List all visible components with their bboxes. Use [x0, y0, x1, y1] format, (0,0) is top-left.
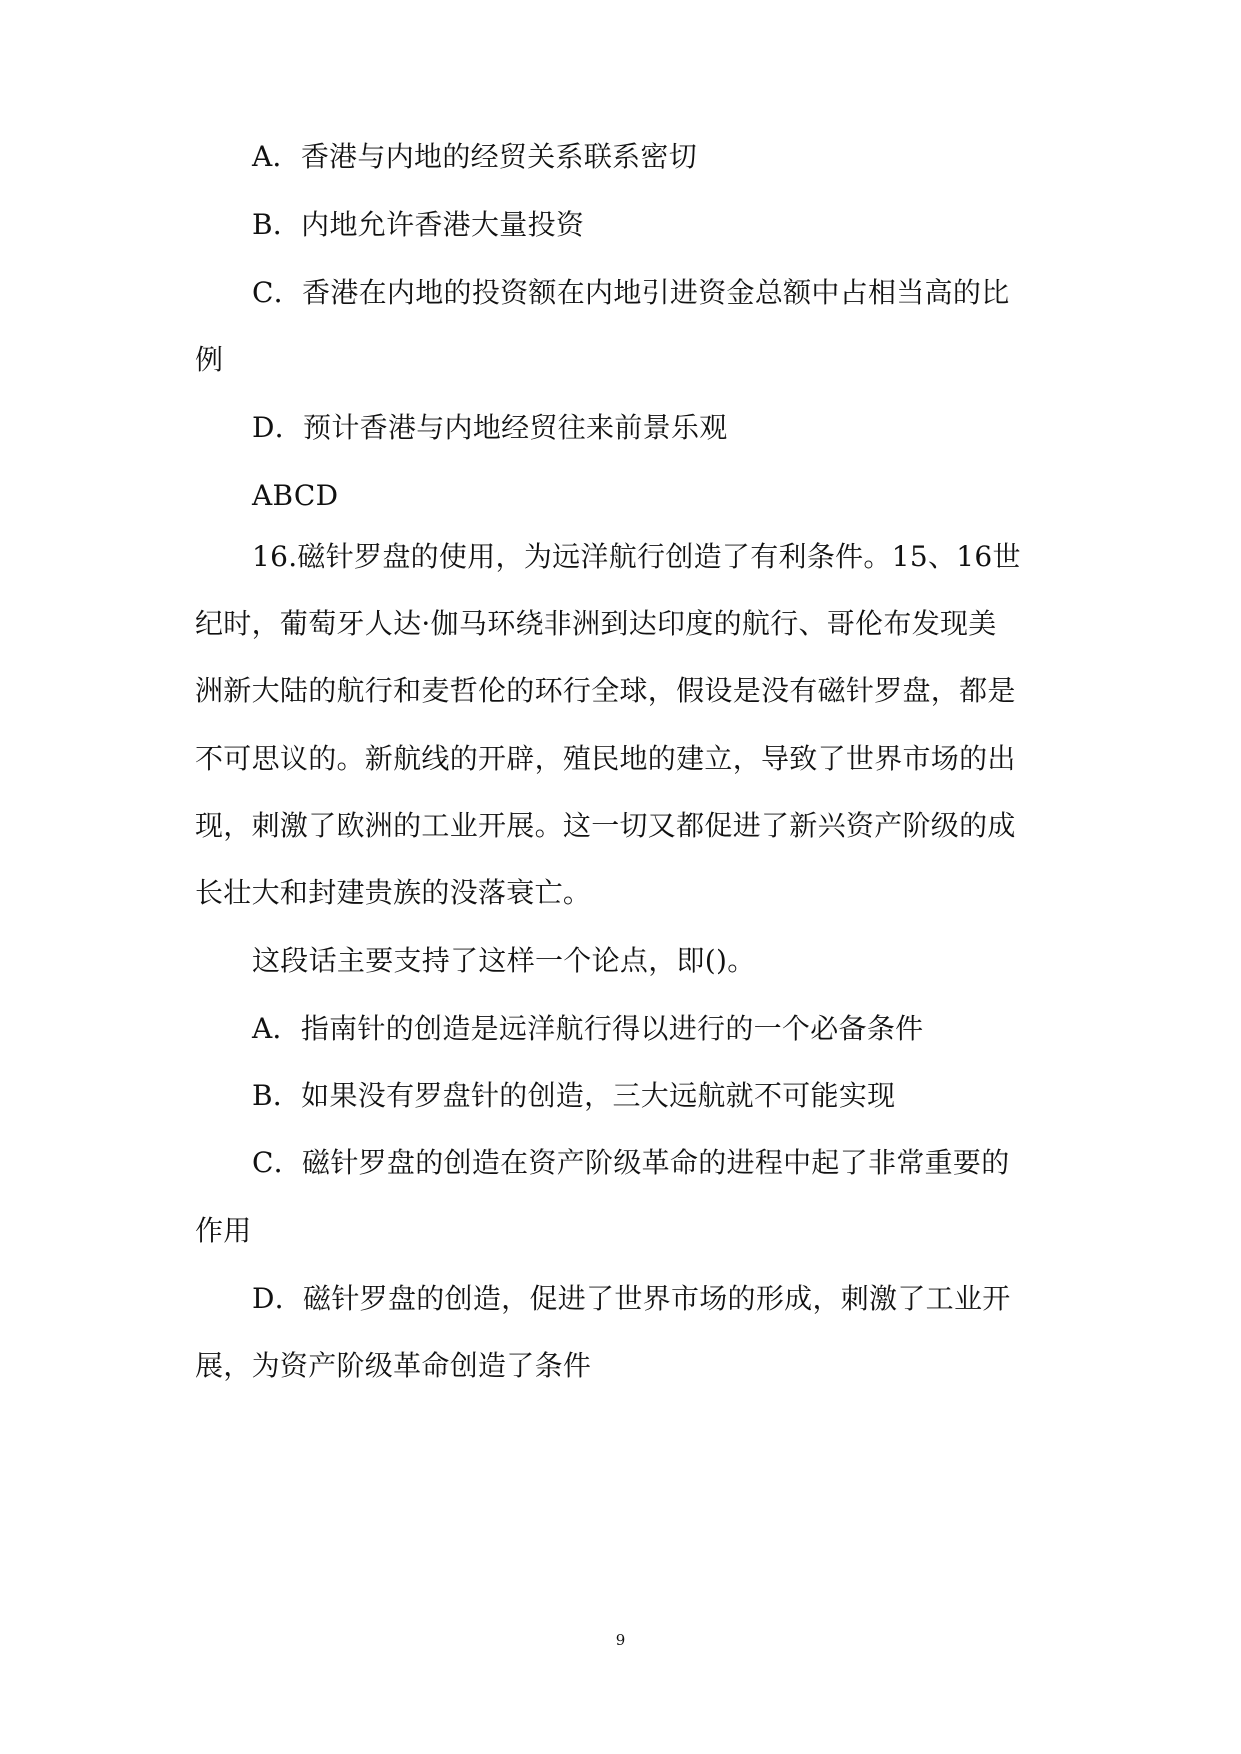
q15-option-c-line2: 例	[195, 343, 224, 376]
q16-question: 这段话主要支持了这样一个论点，即()。	[252, 944, 756, 977]
q16-option-d-line1: D．磁针罗盘的创造，促进了世界市场的形成，刺激了工业开	[252, 1282, 1011, 1315]
q15-option-b: B．内地允许香港大量投资	[252, 208, 585, 241]
q16-option-c-line2: 作用	[195, 1214, 252, 1247]
q15-option-d: D．预计香港与内地经贸往来前景乐观	[252, 411, 728, 444]
q16-stem-line3: 洲新大陆的航行和麦哲伦的环行全球，假设是没有磁针罗盘，都是	[195, 674, 1016, 707]
q15-answer: ABCD	[252, 479, 339, 512]
page-number: 9	[615, 1631, 626, 1649]
q16-stem-line5: 现，刺激了欧洲的工业开展。这一切又都促进了新兴资产阶级的成	[195, 809, 1016, 842]
q16-stem-line4: 不可思议的。新航线的开辟，殖民地的建立，导致了世界市场的出	[195, 742, 1016, 775]
q16-option-d-line2: 展，为资产阶级革命创造了条件	[195, 1349, 592, 1382]
q16-option-a: A．指南针的创造是远洋航行得以进行的一个必备条件	[252, 1012, 924, 1045]
q15-option-a: A．香港与内地的经贸关系联系密切	[252, 140, 698, 173]
q16-option-c-line1: C．磁针罗盘的创造在资产阶级革命的进程中起了非常重要的	[252, 1146, 1010, 1179]
q16-stem-line6: 长壮大和封建贵族的没落衰亡。	[195, 876, 592, 909]
q16-option-b: B．如果没有罗盘针的创造，三大远航就不可能实现	[252, 1079, 896, 1112]
q16-stem-line1: 16.磁针罗盘的使用，为远洋航行创造了有利条件。15、16世	[252, 540, 1021, 573]
q16-stem-line2: 纪时，葡萄牙人达·伽马环绕非洲到达印度的航行、哥伦布发现美	[195, 607, 997, 640]
q15-option-c-line1: C．香港在内地的投资额在内地引进资金总额中占相当高的比	[252, 276, 1010, 309]
